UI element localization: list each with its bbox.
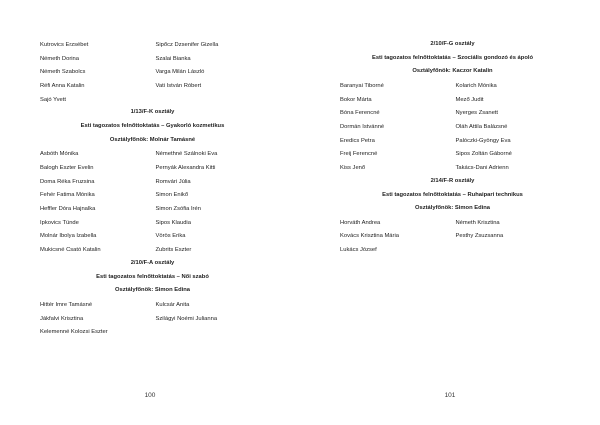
class-heading: 2/14/F-R osztály: [430, 177, 475, 184]
student-name: Szalai Bianka: [155, 55, 191, 62]
student-name: Némethné Szálnoki Éva: [155, 151, 218, 158]
left-page-content: [40, 38, 265, 339]
student-name: Sipos Klaudia: [155, 219, 191, 226]
class-heading: Osztályfőnök: Simon Edina: [414, 205, 491, 212]
student-name: Kutrovics Erzsébet: [40, 41, 89, 48]
name-row: [40, 216, 265, 230]
right-page-content: [340, 38, 565, 257]
name-row: [340, 93, 565, 107]
name-row: [40, 148, 265, 162]
student-name: Asbóth Mónika: [40, 151, 79, 158]
class-heading: 1/13/F-K osztály: [130, 109, 175, 116]
student-name: Vörös Erika: [155, 233, 186, 240]
student-name: Vati István Róbert: [155, 82, 202, 89]
class-heading: Osztályfőnök: Molnár Tamásné: [109, 136, 196, 143]
name-row: [340, 216, 565, 230]
name-row: [40, 79, 265, 93]
student-name: Szilágyi Noémi Julianna: [155, 315, 218, 322]
student-name: Sajó Yvett: [40, 96, 66, 103]
student-name: Kelemenné Kolozsi Eszter: [40, 329, 108, 336]
student-name: Dormán Istvánné: [340, 123, 385, 130]
student-name: Fehér Fatima Mónika: [40, 192, 95, 199]
student-name: Oláh Attila Balázsné: [455, 123, 508, 130]
name-row: [340, 79, 565, 93]
student-name: Kulcsár Anita: [155, 301, 190, 308]
name-row: [40, 298, 265, 312]
name-row: [40, 243, 265, 257]
name-row: [40, 161, 265, 175]
name-row: [340, 161, 565, 175]
name-row: [40, 38, 265, 52]
page-number-right: 101: [444, 392, 456, 399]
student-name: Freij Ferencné: [340, 151, 378, 158]
student-name: Kolarich Mónika: [455, 82, 497, 89]
student-name: Eredics Petra: [340, 137, 375, 144]
student-name: Réfi Anna Katalin: [40, 82, 85, 89]
student-name: Palóczki-Gyöngy Éva: [455, 137, 511, 144]
right-page: [300, 0, 600, 425]
student-name: Bóna Ferencné: [340, 110, 380, 117]
class-heading: Esti tagozatos felnőttoktatás – Női szabó: [96, 273, 209, 280]
name-row: [40, 202, 265, 216]
class-heading: Osztályfőnök: Kaczor Katalin: [412, 68, 493, 75]
student-name: Romvári Júlia: [155, 178, 191, 185]
name-row: [40, 189, 265, 203]
name-row: [340, 230, 565, 244]
student-name: Horváth Andrea: [340, 219, 381, 226]
name-row: [340, 134, 565, 148]
student-name: Mező Judit: [455, 96, 484, 103]
student-name: Sipos Zoltán Gáborné: [455, 151, 512, 158]
name-row: [40, 65, 265, 79]
student-name: Németh Krisztina: [455, 219, 500, 226]
student-name: Kovács Krisztina Mária: [340, 233, 399, 240]
student-name: Doma Réka Fruzsina: [40, 178, 95, 185]
student-name: Heffler Dóra Hajnalka: [40, 206, 96, 213]
student-name: Simon Enikő: [155, 192, 189, 199]
name-row: [40, 52, 265, 66]
name-row: [340, 120, 565, 134]
student-name: Kiss Jenő: [340, 165, 366, 172]
student-name: Pesthy Zsuzsanna: [455, 233, 504, 240]
student-name: Simon Zsófia Irén: [155, 206, 201, 213]
student-name: Nyerges Zsanett: [455, 110, 499, 117]
student-name: Németh Szabolcs: [40, 69, 86, 76]
student-name: Molnár Ibolya Izabella: [40, 233, 97, 240]
student-name: Takács-Dani Adrienn: [455, 165, 509, 172]
page-number-left: 100: [144, 392, 156, 399]
name-row: [40, 230, 265, 244]
name-row: [340, 148, 565, 162]
class-heading: Esti tagozatos felnőttoktatás – Ruhaipari technikus: [382, 191, 523, 198]
student-name: Bokor Márta: [340, 96, 372, 103]
class-heading: 2/10/F-G osztály: [430, 41, 475, 47]
student-name: Ipkovics Tünde: [40, 219, 79, 226]
student-name: Varga Milán László: [155, 69, 205, 76]
student-name: Lukács József: [340, 247, 377, 254]
student-name: Baranyai Tiborné: [340, 82, 384, 89]
class-heading: Osztályfőnök: Simon Edina: [114, 287, 191, 294]
student-name: Zubrits Eszter: [155, 247, 192, 254]
student-name: Hittér Imre Tamásné: [40, 301, 93, 308]
student-name: Balogh Eszter Evelin: [40, 165, 94, 172]
name-row: [340, 106, 565, 120]
class-heading: Esti tagozatos felnőttoktatás – Gyakorló kozmetikus: [80, 123, 225, 130]
name-row: [40, 93, 265, 107]
class-heading: 2/10/F-A osztály: [130, 260, 175, 266]
student-name: Sipőcz Dzsenifer Gizella: [155, 41, 219, 48]
name-row: [40, 325, 265, 339]
student-name: Pernyák Alexandra Kitti: [155, 165, 216, 172]
student-name: Jákfalvi Krisztina: [40, 315, 84, 322]
student-name: Mukicsné Csató Katalin: [40, 247, 101, 254]
name-row: [40, 175, 265, 189]
class-heading: Esti tagozatos felnőttoktatás – Szociális gondozó és ápoló: [371, 54, 534, 61]
name-row: [40, 312, 265, 326]
student-name: Németh Dorina: [40, 55, 79, 62]
name-row: [340, 243, 565, 257]
